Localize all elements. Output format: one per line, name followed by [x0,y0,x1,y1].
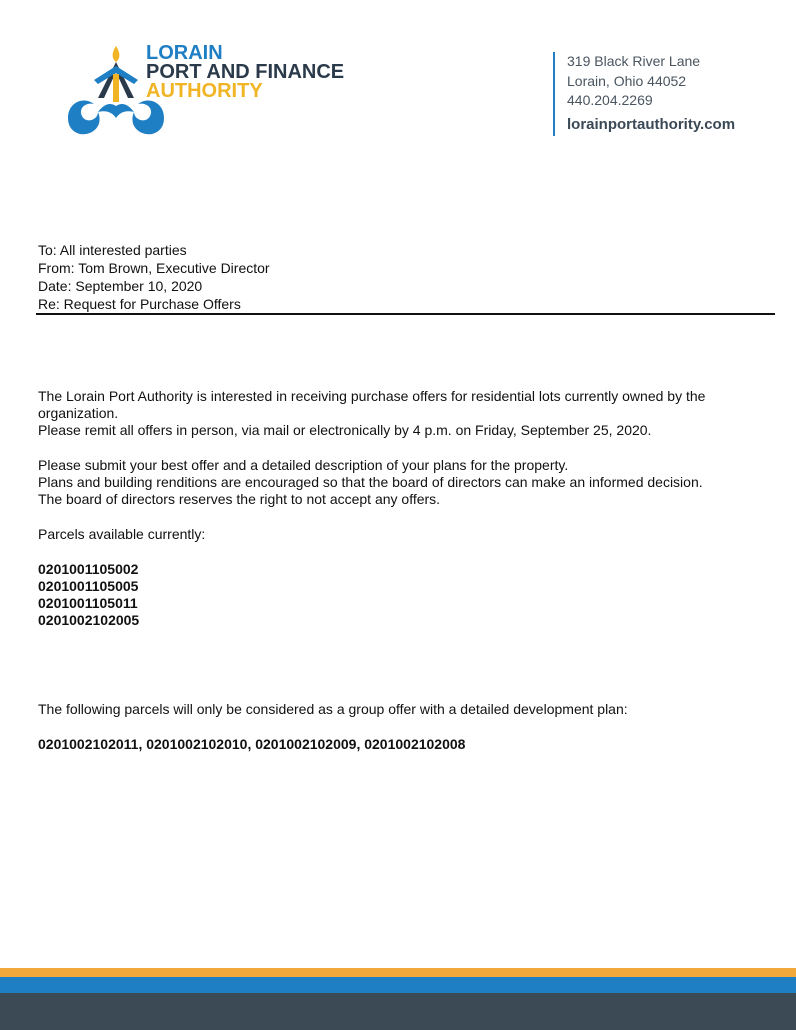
address-block [553,52,735,136]
footer-blue-stripe [0,977,796,993]
logo-line-1: LORAIN [146,42,223,64]
address-city: Lorain, Ohio 44052 [567,72,687,89]
footer-orange-stripe [0,968,796,977]
paragraph-1: The Lorain Port Authority is interested in receiving purchase offers for residential lots currently owned by the organization. [38,388,706,421]
memo-to: To: All interested parties [38,242,187,258]
address-phone: 440.204.2269 [567,92,653,108]
group-parcels-heading: The following parcels will only be considered as a group offer with a detailed development plan: [38,701,628,717]
parcels-heading: Parcels available currently: [38,526,206,542]
logo-line-3: AUTHORITY [146,80,263,102]
paragraph-3: Please submit your best offer and a detailed description of your plans for the property. [38,457,569,473]
memo-header [38,241,270,313]
memo-from: From: Tom Brown, Executive Director [38,260,270,276]
footer-dark-band [0,993,796,1030]
address-street: 319 Black River Lane [567,53,701,69]
logo [64,40,364,140]
parcel-item: 0201002102005 [38,612,140,628]
group-parcels-list: 0201002102011, 0201002102010, 0201002102009, 0201002102008 [38,736,466,752]
parcel-item: 0201001105005 [38,578,139,594]
letter-body [38,388,768,753]
paragraph-5: The board of directors reserves the right to not accept any offers. [38,491,441,507]
logo-wordmark [146,44,344,101]
paragraph-4: Plans and building renditions are encouraged so that the board of directors can make an informed decision. [38,474,703,490]
memo-re: Re: Request for Purchase Offers [38,296,241,312]
parcel-item: 0201001105002 [38,561,139,577]
memo-date: Date: September 10, 2020 [38,278,203,294]
paragraph-2: Please remit all offers in person, via mail or electronically by 4 p.m. on Friday, September 25, 2020. [38,422,652,438]
parcel-item: 0201001105011 [38,595,138,611]
address-website: lorainportauthority.com [567,115,736,133]
memo-divider [36,313,775,315]
logo-line-2: PORT AND FINANCE [146,61,345,83]
